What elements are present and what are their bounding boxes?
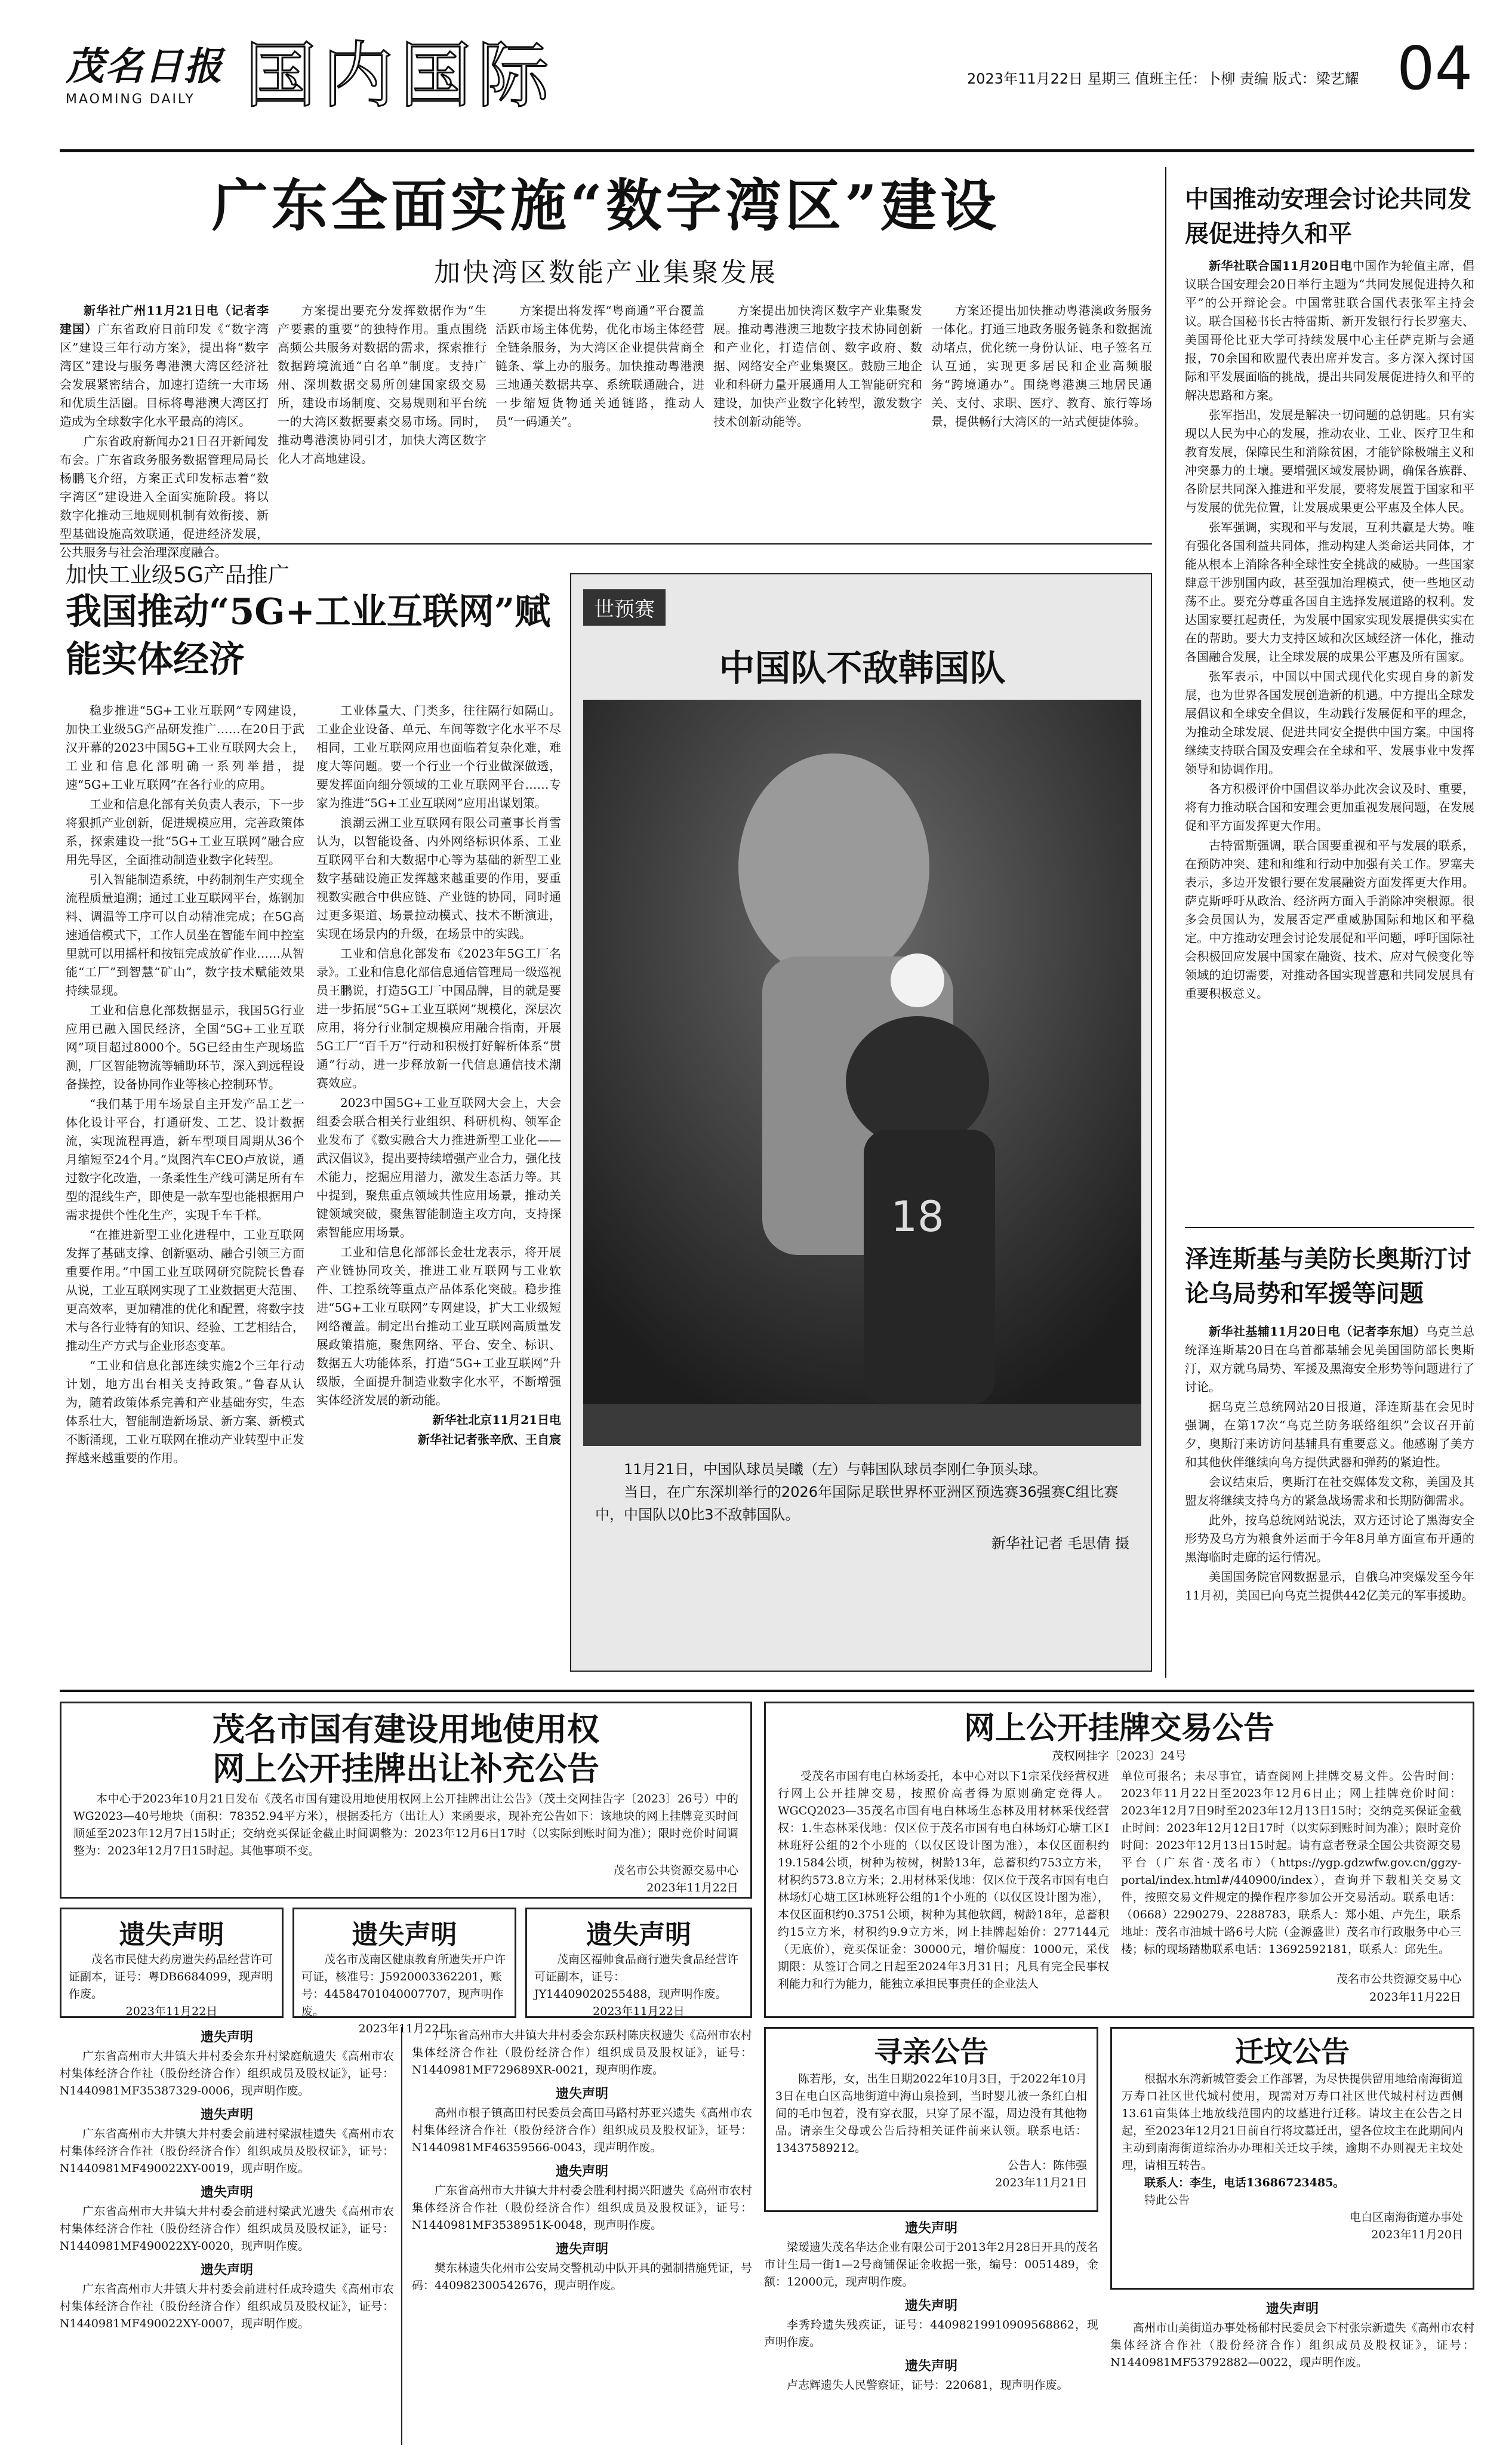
masthead: [60, 24, 1474, 149]
lost-col-1: 遗失声明 广东省高州市大井镇大井村委会东升村梁庭航遗失《高州市农村集体经济合作社（股份经济合作）组织成员及股权证》，证号：N1440981MF35387329-0006，现声明作废。 遗失声明 广东省高州市大井镇大井村委会前进村梁淑桂遗失《高州市农村集体经济合作社（股份经济合作）组织成员及股权证》，证号：N1440981MF490022XY-0019，现声明作废。 遗失声明 广东省高州市大井镇大井村委会前进村梁武光遗失《高州市农村集体经济合作社（股份经济合作）组织成员及股权证》，证号：N1440981MF490022XY-0020，现声明作废。 遗失声明 广东省高州市大井镇大井村委会前进村任成玲遗失《高州市农村集体经济合作社（股份经济合作）组织成员及股权证》，证号：N1440981MF490022XY-0007，现声明作废。: [60, 2027, 402, 2445]
china-un-body: 新华社联合国11月20日电中国作为轮值主席，倡议联合国安理会20日举行主题为“共同发展促进持久和平”的公开辩论会。中国常驻联合国代表张军主持会议。联合国秘书长古特雷斯、新开发银行行长罗塞夫、美国哥伦比亚大学可持续发展中心主任萨克斯与会通报，70余国和欧盟代表出席并发言。多方深入探讨国际和平发展面临的挑战，提出共同发展促进持久和平的解决思路和方案。 张军指出，发展是解决一切问题的总钥匙。只有实现以人民为中心的发展，推动农业、工业、医疗卫生和教育发展，保障民生和消除贫困，才能铲除极端主义和冲突暴力的土壤。要增强区域发展协调，确保各族群、各阶层共同深入推进和平发展，要将发展置于国家和平与发展的优先位置，让发展成果更公平惠及全体人民。 张军强调，实现和平与发展，互利共赢是大势。唯有强化各国利益共同体，推动构建人类命运共同体，才能从根本上消除各种全球性安全挑战的威胁。一些国家肆意干涉别国内政，甚至强加治理模式，使一些地区动荡不止。要充分尊重各国自主选择发展道路的权利。发达国家要扛起责任，为发展中国家实现发展提供实实在在的帮助。要大力支持区域和次区域经济一体化，推动各国融合发展，让全球发展的成果公平惠及所有国家。 张军表示，中国以中国式现代化实现自身的新发展，也为世界各国发展创造新的机遇。中方提出全球发展倡议和全球安全倡议，生动践行发展促和平的理念，为推动全球发展、促进共同安全提供中国方案。中国将继续支持联合国及安理会在全球和平、发展事业中发挥领导和协调作用。 各方积极评价中国倡议举办此次会议及时、重要，将有力推动联合国和安理会更加重视发展问题，在发展促和平方面发挥更大作用。 古特雷斯强调，联合国要重视和平与发展的联系，在预防冲突、建和和维和行动中加强有关工作。罗塞夫表示，多边开发银行要在发展融资方面发挥更大作用。萨克斯呼吁从政治、经济两方面入手消除冲突根源。很多会员国认为，发展否定严重威胁国际和地区和平稳定。中方推动安理会讨论发展促和平问题，呼吁国际社会积极回应发展中国家在融资、技术、应对气候变化等领域的迫切需要，对推动各国实现普惠和共同发展具有重要积极意义。: [1185, 259, 1474, 1001]
masthead-rule: [60, 149, 1474, 152]
trade-notice: [764, 1702, 1474, 2018]
lead-col-5: 方案还提出加快推动粤港澳政务服务一体化。打通三地政务服务链条和数据流动堵点，优化统一身份认证、电子签名互认互通，实现更多居民和企业高频服务“跨境通办”。围绕粤港澳三地居民通关、支付、求职、医疗、教育、旅行等场景，提供畅行大湾区的一站式便捷体验。: [931, 303, 1152, 429]
5g-col-1: 稳步推进“5G+工业互联网”专网建设，加快工业级5G产品研发推广……在20日于武汉开幕的2023中国5G+工业互联网大会上，工业和信息化部明确一系列举措，提速“5G+工业互联网”在各行业的应用。 工业和信息化部有关负责人表示，下一步将狠抓产业创新，促进规模应用，完善政策体系，探索建设一批“5G+工业互联网”融合应用先导区，全面推动制造业数字化转型。 引入智能制造系统，中药制剂生产实现全流程质量追溯；通过工业互联网平台，炼钢加料、调温等工序可以自动精准完成；在5G高速通信模式下，工作人员坐在智能车间中控室里就可以用摇杆和按钮完成放矿作业……从智能“工厂”到智慧“矿山”，数字技术赋能效果持续显现。 工业和信息化部数据显示，我国5G行业应用已融入国民经济，全国“5G+工业互联网”项目超过8000个。5G已经由生产现场监测，厂区智能物流等辅助环节，深入到远程设备操控，设备协同作业等核心控制环节。 “我们基于用车场景自主开发产品工艺一体化设计平台，打通研发、工艺、设计数据流，实现流程再造，新车型项目周期从36个月缩短至24个月。”岚图汽车CEO卢放说，通过数字化改造，一条柔性生产线可满足所有车型的混线生产，即使是一款车型也能根据用户需求提供个性化生产，实现千车千样。 “在推进新型工业化进程中，工业互联网发挥了基础支撑、创新驱动、融合引领三方面重要作用。”中国工业互联网研究院院长鲁春从说，工业互联网实现了工业数据更大范围、更高效率，更加精准的优化和配置，将数字技术与各行业特有的知识、经验、工艺相结合，推动生产方式与企业形态变革。 “工业和信息化部连续实施2个三年行动计划，地方出台相关支持政策。”鲁春从认为，随着政策体系完善和产业基础夯实，生态体系壮大，智能制造新场景、新方案、新模式不断涌现，工业互联网在推动产业转型中正发挥越来越重要的作用。: [66, 703, 304, 1465]
logo: [66, 42, 233, 113]
lost-col-3: 遗失声明 梁瑷遗失茂名华达企业有限公司于2013年2月28日开具的茂名市计生局一街1—2号商铺保证金收据一张，编号：0051489，金额：12000元，现声明作废。 遗失声明 李秀玲遗失残疾证，证号：44098219910909568862，现声明作废。 遗失声明 卢志辉遗失人民警察证，证号：220681，现声明作废。: [764, 2220, 1098, 2392]
land-notice-sign: 茂名市公共资源交易中心: [613, 1864, 738, 1877]
lead-col-4: 方案提出加快湾区数字产业集聚发展。推动粤港澳三地数字技术协同创新和产业化，打造信创、数字政府、数据、网络安全产业集聚区。鼓励三地企业和科研力量开展通用人工智能研究和建设，加快产业数字化转型，激发数字技术创新动能等。: [713, 303, 922, 429]
logo-en: MAOMING DAILY: [66, 92, 195, 107]
china-un-title: 中国推动安理会讨论共同发展促进持久和平: [1185, 185, 1471, 248]
grave-notice-sign: 电白区南海街道办事处: [1349, 2211, 1463, 2224]
photo-title: 中国队不敌韩国队: [719, 648, 1006, 690]
5g-title: 我国推动“5G+工业互联网”赋能实体经济: [66, 591, 551, 681]
photo-tag: 世预赛: [583, 589, 666, 626]
page-number: 04: [1397, 33, 1473, 103]
land-notice-date: 2023年11月22日: [646, 1881, 738, 1894]
lead-col-2: 方案提出要充分发挥数据作为“生产要素的重要”的独特作用。重点围绕高频公共服务对数据的需求，探索推行数据跨境流通“白名单”制度。支持广州、深圳数据交易所创建国家级交易所，建设市场制度、交易规则和平台统一的大湾区数据要素交易市场。同时，推动粤港澳协同引才，加快大湾区数字化人才高地建设。: [278, 303, 486, 466]
lost-col-4: 遗失声明 高州市山美街道办事处杨郁村民委员会下村张宗新遗失《高州市农村集体经济合作社（股份经济合作）组织成员及股权证》，证号：N1440981MF53792882—0022，现声明作废。: [1110, 2301, 1474, 2369]
trade-notice-number: 茂权网挂字〔2023〕24号: [1052, 1749, 1187, 1762]
ukraine-body: 新华社基辅11月20日电（记者李东旭）乌克兰总统泽连斯基20日在乌首都基辅会见美国国防部长奥斯汀，双方就乌局势、军援及黑海安全形势等问题进行了讨论。 据乌克兰总统网站20日报道，泽连斯基在会见时强调，在第17次“乌克兰防务联络组织”会议召开前夕，奥斯汀来访访问基辅具有重要意义。他感谢了美方和其他伙伴继续向乌方提供武器和弹药的紧迫性。 会议结束后，奥斯汀在社交媒体发文称，美国及其盟友将继续支持乌方的紧急战场需求和长期防御需求。 此外，按乌总统网站说法，双方还讨论了黑海安全形势及乌方为粮食外运而于今年8月单方面宣布开通的黑海临时走廊的运行情况。 美国国务院官网数据显示，自俄乌冲突爆发至今年11月初，美国已向乌克兰提供442亿美元的军事援助。: [1185, 1324, 1474, 1602]
5g-col-2: 工业体量大、门类多，往往隔行如隔山。工业企业设备、单元、车间等数字化水平不尽相同，工业互联网应用也面临着复杂化难，难度大等问题。要一个行业一个行业做深做透，要发挥面向细分领域的工业互联网平台……专家为推进“5G+工业互联网”应用出谋划策。 浪潮云洲工业互联网有限公司董事长肖雪认为，以智能设备、内外网络标识体系、工业互联网平台和大数据中心等为基础的新型工业数字基础设施正发挥越来越重要的作用，要重视数实融合中供应链、产业链的协同，同时通过更多渠道、场景拉动模式、技术不断演进，实现在场景内的升级，在场景中的实践。 工业和信息化部发布《2023年5G工厂名录》。工业和信息化部信息通信管理局一级巡视员王鹏说，打造5G工厂中国品牌，目的就是要进一步拓展“5G+工业互联网”规模化，深层次应用，将分行业制定规模应用融合指南，开展5G工厂“百千万”行动和积极打好解析体系“贯通”行动，进一步释放新一代信息通信技术潮赛效应。 2023中国5G+工业互联网大会上，大会组委会联合相关行业组织、科研机构、领军企业发布了《数实融合大力推进新型工业化——武汉倡议》，提出要持续增强产业合力，强化技术能力，挖掘应用潜力，激发生态活力等。其中提到，聚焦重点领域共性应用场景，推动关键领域突破，聚焦智能制造主攻方向，支持探索智能应用场景。 工业和信息化部部长金壮龙表示，将开展产业链协同攻关，推进工业互联网与工业软件、工控系统等重点产品体系化突破。稳步推进“5G+工业互联网”专网建设，扩大工业级短网络覆盖。制定出台推动工业互联网高质量发展政策措施，聚焦网络、平台、安全、标识、数据五大功能体系，打造“5G+工业互联网”升级版，全面提升制造业数字化水平，不断增强实体经济发展的新动能。 新华社北京11月21日电 新华社记者张辛欣、王自宸: [316, 702, 561, 1669]
land-notice-title-2: 网上公开挂牌出让补充公告: [213, 1749, 599, 1788]
ukraine-title: 泽连斯基与美防长奥斯汀讨论乌局势和军援等问题: [1185, 1245, 1471, 1308]
trade-notice-title: 网上公开挂牌交易公告: [963, 1710, 1274, 1746]
ukraine-byline: 新华社基辅11月20日电（记者李东旭）: [1209, 1324, 1426, 1339]
lost-col-2: 广东省高州市大井镇大井村委会东跃村陈庆权遗失《高州市农村集体经济合作社（股份经济合作）组织成员及股权证》，证号：N1440981MF729689XR-0021，现声明作废。 遗失声明 高州市根子镇高田村民委员会高田马路村苏亚兴遗失《高州市农村集体经济合作社（股份经济合作）组织成员及股权证》，证号：N1440981MF46359566-0043，现声明作废。 遗失声明 广东省高州市大井镇大井村委会胜利村揭兴阳遗失《高州市农村集体经济合作社（股份经济合作）组织成员及股权证》，证号：N1440981MF3538951K-0048，现声明作废。 遗失声明 樊东林遗失化州市公安局交警机动中队开具的强制措施凭证，号码：440982300542676，现声明作废。: [412, 2029, 753, 2292]
grave-notice: 迁坟公告 根据水东湾新城管委会工作部署，为尽快提供留用地给南海街道万寿口社区世代城村使用，现需对万寿口社区世代城村村边西侧13.61亩集体土地放线范围内的坟墓进行迁移。请坟主在公告之日起，至2023年12月21日前自行将坟墓迁出，望各位坟主在此期间内主动到南海街道综治办办理相关迁坟手续，逾期不办则视无主坟处理，请相互转告。 联系人：李生，电话13686723485。 特此公告 电白区南海街道办事处 2023年11月20日: [1110, 2027, 1474, 2290]
lost-box-1: 遗失声明 茂名市民健大药房遗失药品经营许可证副本，证号：粤DB6684099，现声明作废。 2023年11月22日: [60, 1908, 284, 2018]
section-title: 国内国际: [245, 35, 555, 118]
trade-notice-sign: 茂名市公共资源交易中心: [1336, 1973, 1461, 1986]
logo-cn: 茂名日报: [66, 44, 223, 89]
photo-story: [570, 573, 1152, 1672]
land-notice: 茂名市国有建设用地使用权 网上公开挂牌出让补充公告 本中心于2023年10月21日发布《茂名市国有建设用地使用权网上公开挂牌出让公告》（茂土交网挂告字〔2023〕26号）中的WG2023—40号地块（面积：78352.94平方米），根据委托方（出让人）来函要求，现补充公告如下：该地块的网上挂牌竞买时间顺延至2023年12月7日15时正；交纳竞买保证金截止时间调整为：2023年12月6日17时（以实际到账时间为准）；限时竞价时间调整为：2023年12月7日15时起。其他事项不变。 茂名市公共资源交易中心 2023年11月22日: [60, 1702, 752, 1899]
grave-notice-title: 迁坟公告: [1234, 2035, 1350, 2069]
svg-text:18: 18: [891, 1192, 944, 1241]
trade-notice-date: 2023年11月22日: [1369, 1991, 1461, 2004]
lead-col-1: 新华社广州11月21日电（记者李建国）广东省政府日前印发《“数字湾区”建设三年行动方案》，提出将“数字湾区”建设与服务粤港澳大湾区经济社会发展紧密结合，加速打造统一大市场和优质生活圈。目标将粤港澳大湾区打造成为全球数字化水平最高的湾区。 广东省政府新闻办21日召开新闻发布会。广东省政务服务数据管理局局长杨鹏飞介绍，方案正式印发标志着“数字湾区”建设进入全面实施阶段。将以数字化推动三地规则机制有效衔接、新型基础设施高效联通，促进经济发展，公共服务与社会治理深度融合。: [60, 303, 269, 559]
photo-credit: 新华社记者 毛思倩 摄: [991, 1535, 1129, 1552]
lost-box-2: 遗失声明 茂名市茂南区健康教育所遗失开户许可证，核准号：J5920003362201，账号：44584701040007707，现声明作废。 2023年11月22日: [292, 1908, 516, 2018]
family-notice-date: 2023年11月21日: [995, 2176, 1087, 2189]
land-notice-title-1: 茂名市国有建设用地使用权: [213, 1710, 599, 1748]
lead-byline: 新华社广州11月21日电（记者李建国）: [60, 303, 269, 336]
lead-subtitle: 加快湾区数能产业集聚发展: [434, 257, 778, 288]
lead-title: 广东全面实施“数字湾区”建设: [211, 173, 1000, 239]
ads-top-rule: [60, 1690, 1474, 1692]
china-un-byline: 新华社联合国11月20日电: [1209, 259, 1353, 273]
right-col-rule: [1185, 1227, 1474, 1228]
trade-notice-col-1: 受茂名市国有电白林场委托，本中心对以下1宗采伐经营权进行网上公开挂牌交易，按照价高者得为原则确定竞得人。WGCQ2023—35茂名市国有电白林场生态林及用材林采伐经营权：1.生态林采伐地：仅区位于茂名市国有电白林场灯心塘工区Ⅰ林班籽公组的2个小班的（以仅区设计图为准），本仅区面积约19.1584公顷，树种为桉树，树龄13年，总蓄积约753立方米，材积约573.8立方米；2.用材林采伐地：仅区位于茂名市国有电白林场灯心塘工区Ⅰ林班籽公组的1个小班的（以仅区设计图为准），本仅区面积约0.3751公顷，树种为其他软阔，树龄18年，总蓄积约15立方米，材积约9.9立方米，网上挂牌起始价：277144元（无底价），竞买保证金：30000元，增价幅度：1000元，采伐期限：从签订合同之日起至2024年3月31日；凡具有完全民事权利能力和行为能力，能独立承担民事责任的企业法人: [778, 1770, 1109, 1991]
match-photo: [583, 700, 1141, 1446]
vertical-divider-right: [1165, 167, 1166, 1678]
lead-col-3: 方案提出将发挥“粤商通”平台覆盖活跃市场主体优势，优化市场主体经营全链条服务，为大湾区企业提供营商全链条、掌上办的服务。加快推动粤港澳三地通关数据共享、系统联通融合，进一步缩短货物通关通链路，推动人员“一码通关”。: [495, 303, 704, 429]
family-notice-title: 寻亲公告: [873, 2035, 988, 2069]
5g-credit-2: 新华社记者张辛欣、王自宸: [418, 1432, 561, 1447]
5g-kicker: 加快工业级5G产品推广: [66, 563, 290, 587]
photo-caption: 11月21日，中国队球员吴曦（左）与韩国队球员李刚仁争顶头球。 当日，在广东深圳举行的2026年国际足联世界杯亚洲区预选赛36强赛C组比赛中，中国队以0比3不敌韩国队。 新华社记者 毛思倩 摄: [595, 1458, 1129, 1555]
grave-notice-date: 2023年11月20日: [1371, 2228, 1463, 2241]
family-notice: 寻亲公告 陈若彤，女，出生日期2022年10月3日，于2022年10月3日在电白区高地街道中海山泉捡到，当时婴儿被一条红白相间的毛巾包着，没有穿衣服，只穿了尿不湿，周边没有其他物品。请亲生父母或公告后持相关证件前来认领。联系电话：13437589212。 公告人：陈伟强 2023年11月21日: [764, 2027, 1098, 2212]
trade-notice-col-2: 单位可报名；未尽事宜，请查阅网上挂牌交易文件。公告时间：2023年11月22日至2023年12月6日止；网上挂牌竞价时间：2023年12月7日9时至2023年12月13日15时；交纳竞买保证金截止时间：2023年12月12日17时（以实际到账时间为准）；限时竞价时间：2023年12月13日15时起。请有意者登录全国公共资源交易平台（广东省·茂名市）（https://ygp.gdzwfw.gov.cn/ggzy-portal/index.html#/440900/index），查询并下载相关交易文件，按照交易文件规定的操作程序参加公开交易活动。联系电话：（0668）2290279、2288783，联系人：郑小姐、卢先生，联系地址：茂名市油城十路6号大院（金源盛世）茂名市行政服务中心三楼；标的现场踏勘联系电话：13692592181，联系人：邱先生。: [1121, 1770, 1461, 1956]
date-line: 2023年11月22日 星期三 值班主任：卜柳 责编 版式：梁艺耀: [967, 70, 1359, 87]
lost-box-3: 遗失声明 茂南区福帅食品商行遗失食品经营许可证副本，证号：JY14409020255488，现声明作废。 2023年11月22日: [525, 1908, 752, 2018]
5g-credit-1: 新华社北京11月21日电: [432, 1413, 561, 1427]
lead-bottom-rule: [60, 543, 1152, 545]
family-notice-sign: 公告人：陈伟强: [1007, 2159, 1087, 2172]
